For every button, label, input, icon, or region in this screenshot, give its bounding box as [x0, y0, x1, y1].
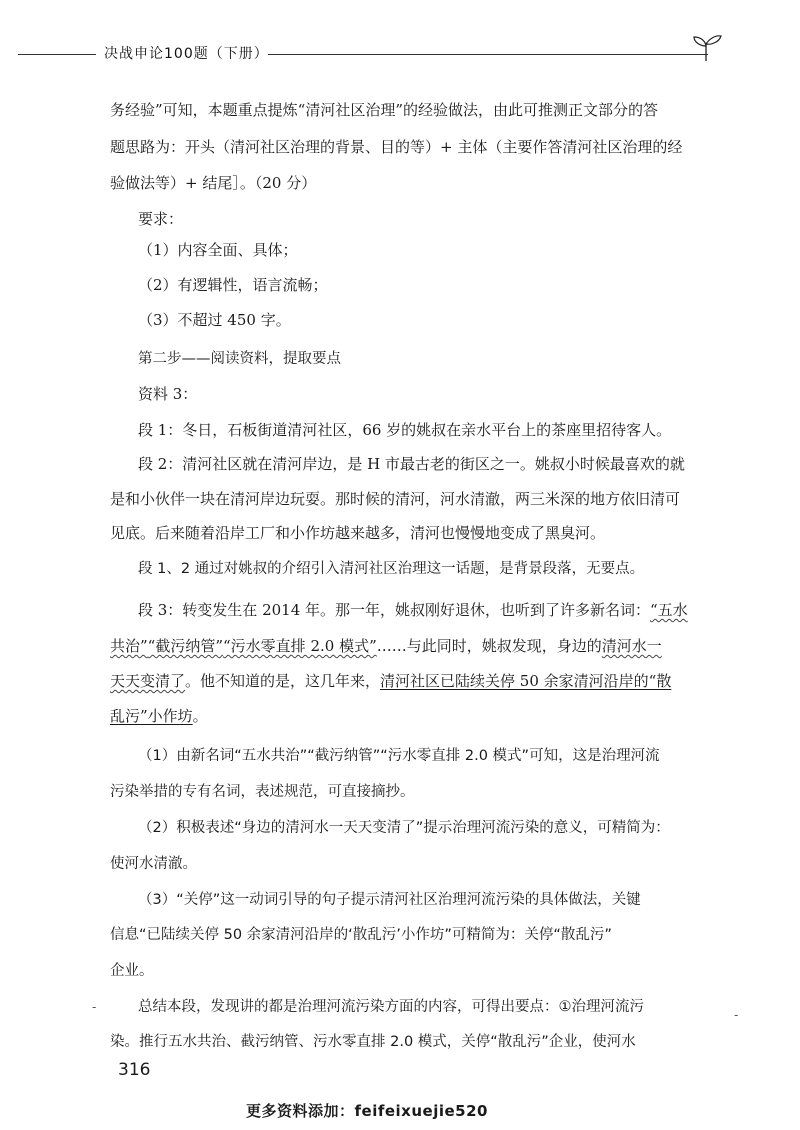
- material-label: 资料 3：: [138, 385, 198, 403]
- analysis-1-line-2: 污染举措的专有名词，表述规范，可直接摘抄。: [110, 784, 415, 800]
- material-para-1: 段 1：冬日，石板街道清河社区，66 岁的姚叔在亲水平台上的茶座里招待客人。: [138, 421, 672, 439]
- analysis-3-line-2: 信息“已陆续关停 50 余家清河沿岸的‘散乱污’小作坊”可精简为：关停“散乱污”: [110, 927, 612, 943]
- intro-line-2: 题思路为：开头（清河社区治理的背景、目的等）+ 主体（主要作答清河社区治理的经: [110, 138, 683, 156]
- intro-line-1: 务经验”可知，本题重点提炼“清河社区治理”的经验做法，由此可推测正文部分的答: [110, 101, 659, 119]
- running-header: [18, 38, 718, 66]
- analysis-2-line-2: 使河水清澈。: [110, 856, 197, 872]
- material-para-2-line-3: 见底。后来随着沿岸工厂和小作坊越来越多，清河也慢慢地变成了黑臭河。: [110, 524, 606, 542]
- para-3-text: 。: [192, 707, 208, 725]
- requirement-2: （2）有逻辑性，语言流畅；: [138, 276, 328, 294]
- material-para-3-line-4: [110, 706, 710, 726]
- summary-line-2: 染。推行五水共治、截污纳管、污水零直排 2.0 模式，关停“散乱污”企业，使河水: [110, 1034, 636, 1050]
- analysis-3-line-1: （3）“关停”这一动词引导的句子提示清河社区治理河流污染的具体做法，关键: [138, 892, 641, 908]
- analysis-1-line-1: （1）由新名词“五水共治”“截污纳管”“污水零直排 2.0 模式”可知，这是治理河流: [138, 748, 660, 764]
- material-para-2-line-2: 是和小伙伴一块在清河岸边玩耍。那时候的清河，河水清澈，两三米深的地方依旧清可: [110, 490, 681, 508]
- sprout-icon: [688, 32, 724, 62]
- requirement-3: （3）不超过 450 字。: [138, 311, 291, 329]
- underlined-phrase: 清河社区已陆续关停 50 余家清河沿岸的“散: [380, 672, 672, 690]
- wavy-term: 天天变清了: [110, 672, 186, 690]
- analysis-2-line-1: （2）积极表述“身边的清河水一天天变清了”提示治理河流污染的意义，可精简为：: [138, 820, 670, 836]
- material-para-3-line-3: [110, 671, 710, 691]
- wavy-term: 清河水一: [601, 637, 662, 655]
- summary-line-1: 总结本段，发现讲的都是治理河流污染方面的内容，可得出要点：①治理河流污: [138, 999, 644, 1015]
- page-number: 316: [118, 1060, 151, 1080]
- material-para-2-line-1: 段 2：清河社区就在清河岸边，是 H 市最古老的街区之一。姚叔小时候最喜欢的就: [138, 455, 685, 473]
- analysis-3-line-3: 企业。: [110, 963, 154, 979]
- wavy-term: 共治”: [110, 637, 148, 655]
- wavy-term: “截污纳管”: [147, 637, 224, 655]
- wavy-term: “污水零直排 2.0 模式”: [223, 637, 377, 655]
- para-3-text: 。他不知道的是，这几年来，: [185, 672, 381, 690]
- header-rule-right: [268, 54, 708, 55]
- requirements-title: 要求：: [138, 210, 184, 228]
- material-para-3-line-1: [138, 600, 710, 620]
- para-3-text: 段 3：转变发生在 2014 年。那一年，姚叔刚好退休，也听到了许多新名词：: [138, 601, 651, 619]
- material-para-3-line-2: [110, 636, 710, 656]
- note-para-1-2: 段 1、2 通过对姚叔的介绍引入清河社区治理这一话题，是背景段落，无要点。: [138, 561, 645, 577]
- wavy-term: “五水: [650, 601, 688, 619]
- book-title: 决战申论100题（下册）: [104, 46, 269, 62]
- header-rule-left: [18, 54, 96, 55]
- intro-line-3: 验做法等）+ 结尾］。（20 分）: [110, 174, 317, 192]
- para-3-text: ……与此同时，姚叔发现，身边的: [376, 637, 602, 655]
- requirement-1: （1）内容全面、具体；: [138, 241, 298, 259]
- step-2-heading: 第二步——阅读资料，提取要点: [138, 351, 341, 367]
- margin-mark: -: [92, 1000, 97, 1014]
- underlined-phrase: 乱污”小作坊: [110, 707, 193, 725]
- footer-note: 更多资料添加：feifeixuejie520: [246, 1102, 488, 1120]
- margin-mark: -: [734, 1008, 739, 1022]
